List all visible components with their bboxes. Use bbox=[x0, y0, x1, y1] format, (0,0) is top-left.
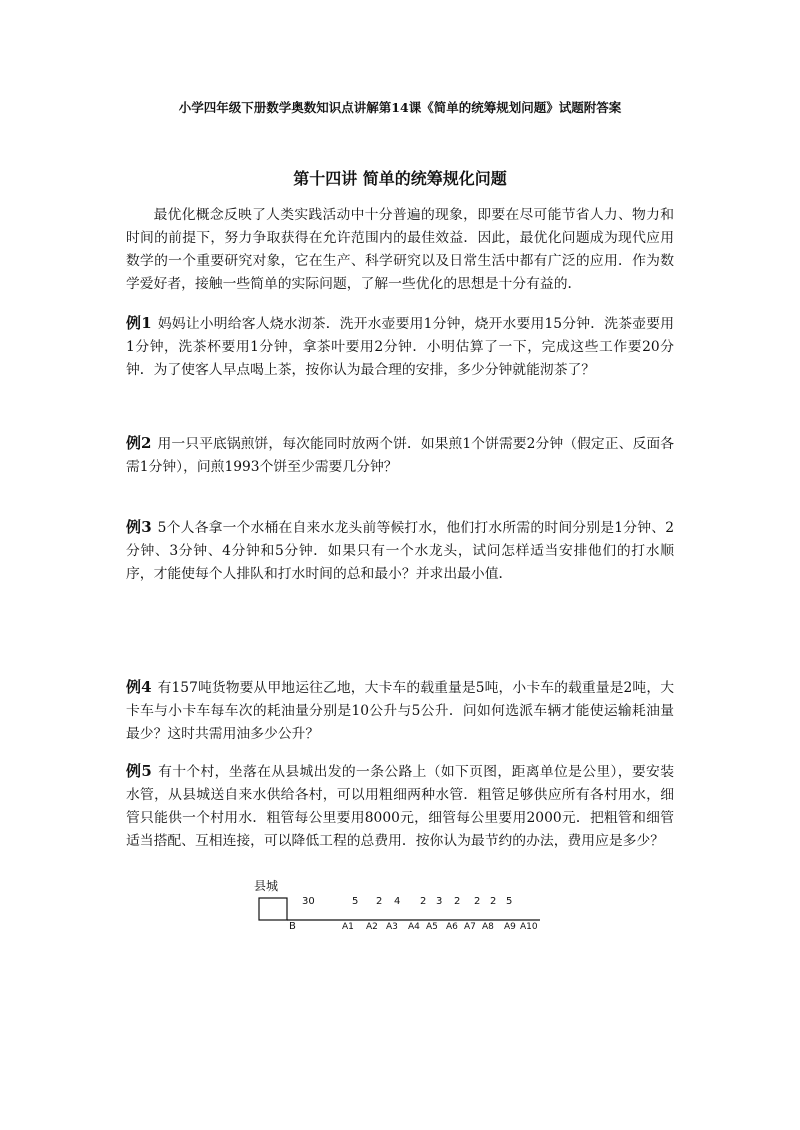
distance-label: 30 bbox=[302, 896, 315, 907]
example-text: 妈妈让小明给客人烧水沏茶．洗开水壶要用1分钟，烧开水要用15分钟．洗茶壶要用1分钟，洗茶杯要用1分钟，拿茶叶要用2分钟．小明估算了一下，完成这些工作要20分钟．为了使客人早点喝上茶，按你认为最合理的安排，多少分钟就能沏茶了？ bbox=[126, 316, 674, 378]
example-label: 例4 bbox=[126, 678, 152, 696]
example-label: 例2 bbox=[126, 434, 152, 452]
distance-label: 2 bbox=[490, 896, 497, 907]
village-label: A7 bbox=[464, 922, 476, 932]
village-label: A3 bbox=[386, 922, 398, 932]
example-label: 例1 bbox=[126, 314, 152, 332]
intro-paragraph: 最优化概念反映了人类实践活动中十分普遍的现象，即要在尽可能节省人力、物力和时间的前提下，努力争取获得在允许范围内的最佳效益．因此，最优化问题成为现代应用数学的一个重要研究对象，它在生产、科学研究以及日常生活中都有广泛的应用．作为数学爱好者，接触一些简单的实际问题，了解一些优化的思想是十分有益的． bbox=[126, 207, 674, 292]
example-text: 有157吨货物要从甲地运往乙地，大卡车的载重量是5吨，小卡车的载重量是2吨，大卡车与小卡车每车次的耗油量分别是10公升与5公升．问如何选派车辆才能使运输耗油量最少？这时共需用油多少公升？ bbox=[126, 680, 675, 742]
lecture-title: 第十四讲 简单的统筹规化问题 bbox=[293, 169, 507, 188]
village-label: A8 bbox=[482, 922, 494, 932]
example-4 bbox=[126, 676, 674, 746]
example-3 bbox=[126, 516, 674, 586]
city-box bbox=[259, 898, 287, 920]
example-text: 有十个村，坐落在从县城出发的一条公路上（如下页图，距离单位是公里），要安装水管，从县城送自来水供给各村，可以用粗细两种水管．粗管足够供应所有各村用水，细管只能供一个村用水．粗管每公里要用8000元，细管每公里要用2000元．把粗管和细管适当搭配、互相连接，可以降低工程的总费用．按你认为最节约的办法，费用应是多少？ bbox=[126, 764, 674, 849]
village-label: A10 bbox=[520, 922, 538, 932]
example-1 bbox=[126, 312, 674, 382]
document-header: 小学四年级下册数学奥数知识点讲解第14课《简单的统筹规划问题》试题附答案 bbox=[178, 100, 622, 115]
village-label: A1 bbox=[342, 922, 354, 932]
distance-label: 2 bbox=[420, 896, 427, 907]
distance-label: 2 bbox=[474, 896, 481, 907]
distance-label: 2 bbox=[454, 896, 461, 907]
city-label: 县城 bbox=[254, 879, 279, 893]
village-label: A4 bbox=[408, 922, 420, 932]
village-label: A2 bbox=[366, 922, 378, 932]
distance-label: 4 bbox=[394, 896, 401, 907]
example-text: 5个人各拿一个水桶在自来水龙头前等候打水，他们打水所需的时间分别是1分钟、2分钟、3分钟、4分钟和5分钟．如果只有一个水龙头，试问怎样适当安排他们的打水顺序，才能使每个人排队和打水时间的总和最小？并求出最小值． bbox=[126, 520, 674, 582]
example-text: 用一只平底锅煎饼，每次能同时放两个饼．如果煎1个饼需要2分钟（假定正、反面各需1分钟），问煎1993个饼至少需要几分钟？ bbox=[126, 436, 674, 475]
example-2 bbox=[126, 432, 674, 479]
village-label: A9 bbox=[504, 922, 516, 932]
distance-label: 3 bbox=[436, 896, 443, 907]
start-label: B bbox=[289, 921, 296, 932]
distance-label: 2 bbox=[376, 896, 383, 907]
example-5 bbox=[126, 760, 674, 853]
village-labels bbox=[342, 922, 538, 932]
road-diagram bbox=[250, 876, 550, 936]
example-label: 例3 bbox=[126, 518, 152, 536]
village-label: A5 bbox=[426, 922, 438, 932]
distance-labels bbox=[302, 896, 512, 907]
distance-label: 5 bbox=[506, 896, 513, 907]
example-label: 例5 bbox=[126, 762, 152, 780]
village-label: A6 bbox=[446, 922, 458, 932]
distance-label: 5 bbox=[352, 896, 359, 907]
